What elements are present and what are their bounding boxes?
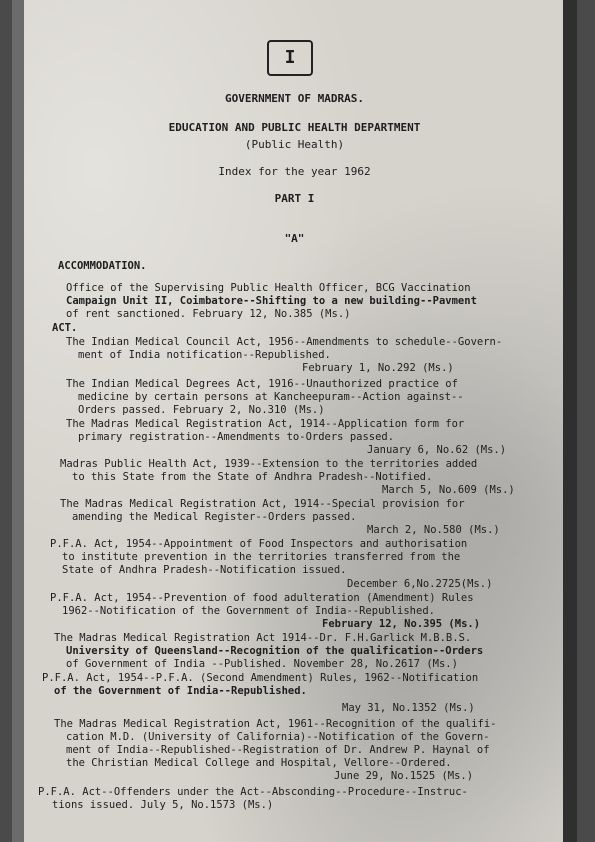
entry-reference: May 31, No.1352 (Ms.) bbox=[342, 702, 475, 714]
entry-line: P.F.A. Act, 1954--Appointment of Food Inspectors and authorisation bbox=[50, 538, 468, 550]
entry-line: of rent sanctioned. February 12, No.385 (Ms.) bbox=[66, 308, 351, 320]
document-page bbox=[12, 0, 577, 842]
entry-line: of Government of India --Published. November 28, No.2617 (Ms.) bbox=[66, 658, 458, 670]
entry-line: Campaign Unit II, Coimbatore--Shifting to a new building--Pavment bbox=[66, 295, 477, 307]
entry-line: P.F.A. Act, 1954--Prevention of food adulteration (Amendment) Rules bbox=[50, 592, 474, 604]
entry-reference: March 2, No.580 (Ms.) bbox=[367, 524, 500, 536]
entry-line: Office of the Supervising Public Health Officer, BCG Vaccination bbox=[66, 282, 471, 294]
entry-reference: December 6,No.2725(Ms.) bbox=[347, 578, 493, 590]
entry-line: P.F.A. Act--Offenders under the Act--Absconding--Procedure--Instruc- bbox=[38, 786, 468, 798]
entry-line: The Madras Medical Registration Act, 1961--Recognition of the qualifi- bbox=[54, 718, 497, 730]
entry-line: Orders passed. February 2, No.310 (Ms.) bbox=[78, 404, 325, 416]
entry-line: Madras Public Health Act, 1939--Extension to the territories added bbox=[60, 458, 478, 470]
entry-line: tions issued. July 5, No.1573 (Ms.) bbox=[52, 799, 274, 811]
entry-line: The Madras Medical Registration Act, 1914--Application form for bbox=[66, 418, 465, 430]
entry-line: P.F.A. Act, 1954--P.F.A. (Second Amendment) Rules, 1962--Notification bbox=[42, 672, 479, 684]
entry-line: ment of India notification--Republished. bbox=[78, 349, 331, 361]
entry-line: the Christian Medical College and Hospital, Vellore--Ordered. bbox=[66, 757, 452, 769]
subdepartment-heading: (Public Health) bbox=[244, 138, 345, 151]
part-heading: PART I bbox=[274, 192, 315, 205]
section-heading-act: ACT. bbox=[52, 322, 78, 334]
section-heading-accommodation: ACCOMMODATION. bbox=[58, 260, 147, 272]
entry-line: amending the Medical Register--Orders passed. bbox=[72, 511, 357, 523]
entry-line: University of Queensland--Recognition of the qualification--Orders bbox=[66, 645, 484, 657]
entry-line: The Madras Medical Registration Act 1914--Dr. F.H.Garlick M.B.B.S. bbox=[54, 632, 472, 644]
section-letter: "A" bbox=[284, 232, 305, 245]
entry-line: to institute prevention in the territories transferred from the bbox=[62, 551, 461, 563]
entry-reference: January 6, No.62 (Ms.) bbox=[367, 444, 507, 456]
entry-line: of the Government of India--Republished. bbox=[54, 685, 307, 697]
entry-line: ment of India--Republished--Registration of Dr. Andrew P. Haynal of bbox=[66, 744, 490, 756]
index-title: Index for the year 1962 bbox=[218, 165, 371, 178]
entry-line: The Madras Medical Registration Act, 1914--Special provision for bbox=[60, 498, 465, 510]
entry-reference: March 5, No.609 (Ms.) bbox=[382, 484, 515, 496]
page-number: I bbox=[267, 40, 313, 76]
entry-line: cation M.D. (University of California)--Notification of the Govern- bbox=[66, 731, 490, 743]
entry-line: medicine by certain persons at Kancheepuram--Action against-- bbox=[78, 391, 464, 403]
entry-line: The Indian Medical Council Act, 1956--Amendments to schedule--Govern- bbox=[66, 336, 503, 348]
entry-reference: February 12, No.395 (Ms.) bbox=[322, 618, 481, 630]
entry-line: primary registration--Amendments to-Orders passed. bbox=[78, 431, 395, 443]
entry-line: State of Andhra Pradesh--Notification issued. bbox=[62, 564, 347, 576]
entry-line: The Indian Medical Degrees Act, 1916--Unauthorized practice of bbox=[66, 378, 458, 390]
entry-reference: June 29, No.1525 (Ms.) bbox=[334, 770, 474, 782]
government-heading: GOVERNMENT OF MADRAS. bbox=[224, 92, 365, 105]
entry-reference: February 1, No.292 (Ms.) bbox=[302, 362, 454, 374]
department-heading: EDUCATION AND PUBLIC HEALTH DEPARTMENT bbox=[168, 121, 421, 134]
entry-line: 1962--Notification of the Government of India--Republished. bbox=[62, 605, 435, 617]
entry-line: to this State from the State of Andhra Pradesh--Notified. bbox=[72, 471, 433, 483]
